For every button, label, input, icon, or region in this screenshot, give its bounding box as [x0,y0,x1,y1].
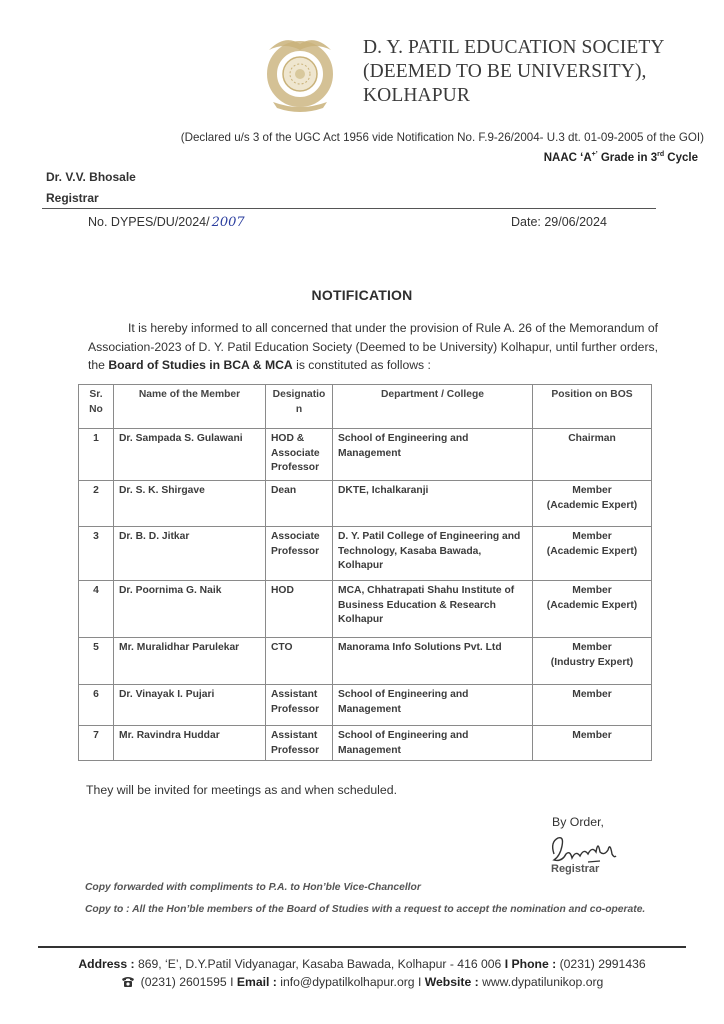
website-label: Website : [421,975,479,989]
sender-name: Dr. V.V. Bhosale [46,170,136,184]
cell-sr-no: 2 [79,481,114,527]
footer-address-line [0,957,724,971]
para-text-2: is constituted as follows : [292,358,431,372]
cell-member-name: Dr. Vinayak I. Pujari [114,685,266,726]
position-title: Member [572,531,612,542]
cell-sr-no: 4 [79,581,114,638]
reference-handwritten: 2007 [211,215,245,230]
university-name-line-1: D. Y. PATIL EDUCATION SOCIETY [363,37,665,58]
university-name [363,36,665,108]
document-date: Date: 29/06/2024 [511,215,607,229]
position-title: Member [572,730,612,741]
notification-paragraph [88,319,658,375]
table-row [79,481,652,527]
cell-department: MCA, Chhatrapati Shahu Institute of Business Education & Research Kolhapur [333,581,533,638]
cell-designation: Dean [266,481,333,527]
university-name-line-3: KOLHAPUR [363,85,470,106]
invite-note: They will be invited for meetings as and when scheduled. [86,783,398,797]
cell-department: DKTE, Ichalkaranji [333,481,533,527]
cell-designation: Assistant Professor [266,685,333,726]
reference-prefix: No. DYPES/DU/2024/ [88,215,210,229]
cell-member-name: Dr. Sampada S. Gulawani [114,429,266,481]
header-divider [42,208,656,209]
header-designation: Designatio n [266,385,333,429]
cell-sr-no: 3 [79,527,114,581]
cell-designation: Associate Professor [266,527,333,581]
registrar-signature [548,832,618,866]
email-label: Email : [233,975,277,989]
position-note: (Academic Expert) [546,545,638,557]
sender-title: Registrar [46,191,99,205]
cell-position [533,581,652,638]
cell-department: School of Engineering and Management [333,685,533,726]
header-name: Name of the Member [114,385,266,429]
notification-title: NOTIFICATION [311,287,413,303]
position-title: Member [572,585,612,596]
cell-designation: HOD & Associate Professor [266,429,333,481]
separator: I [504,957,509,971]
phone-number-1: (0231) 2991436 [556,957,646,971]
separator: I [230,975,234,989]
table-row [79,581,652,638]
naac-suffix: Cycle [664,151,698,164]
phone-number-2: (0231) 2601595 [140,975,231,989]
university-logo [257,28,343,114]
cell-member-name: Dr. Poornima G. Naik [114,581,266,638]
cell-designation: CTO [266,638,333,685]
naac-grade [544,151,698,164]
declaration-note: (Declared u/s 3 of the UGC Act 1956 vide Notification No. F.9-26/2004- U.3 dt. 01-09-2005 of the GOI) [180,131,704,144]
position-title: Member [572,642,612,653]
header-position: Position on BOS [533,385,652,429]
para-bold: Board of Studies in BCA & MCA [108,358,293,372]
table-row [79,429,652,481]
cell-member-name: Dr. B. D. Jitkar [114,527,266,581]
signatory-title: Registrar [551,863,600,875]
address-label: Address : [78,957,135,971]
website-value[interactable]: www.dypatilunikop.org [478,975,604,989]
cell-position [533,726,652,761]
cell-sr-no: 6 [79,685,114,726]
cell-sr-no: 1 [79,429,114,481]
footer-divider [38,946,686,948]
by-order: By Order, [552,815,604,829]
cell-designation: HOD [266,581,333,638]
email-value[interactable]: info@dypatilkolhapur.org [276,975,418,989]
cell-position [533,685,652,726]
reference-number [88,215,245,230]
cell-member-name: Mr. Muralidhar Parulekar [114,638,266,685]
naac-ordinal: rd [657,151,665,158]
phone-label: Phone : [508,957,557,971]
para-text-1: It is hereby informed to all concerned that under the provision of Rule A. 26 of the Memorandum of Association-2023 of D. Y. Patil Education Society (Deemed to be University) Kolhapur, until further orders, the [88,321,658,372]
cell-department: School of Engineering and Management [333,429,533,481]
separator: I [417,975,422,989]
table-row [79,527,652,581]
cell-sr-no: 5 [79,638,114,685]
cell-position [533,481,652,527]
cell-designation: Assistant Professor [266,726,333,761]
copy-forwarded: Copy forwarded with compliments to P.A. to Hon’ble Vice-Chancellor [85,882,421,893]
position-note: (Industry Expert) [550,656,634,668]
position-title: Member [572,689,612,700]
header-department: Department / College [333,385,533,429]
naac-prefix: NAAC ‘A [543,151,592,164]
position-note: (Academic Expert) [546,499,638,511]
table-row [79,726,652,761]
cell-department: D. Y. Patil College of Engineering and Technology, Kasaba Bawada, Kolhapur [333,527,533,581]
position-note: (Academic Expert) [546,599,638,611]
board-of-studies-table [78,384,652,761]
naac-mid: Grade in 3 [597,151,658,164]
naac-sup: +’ [591,151,598,158]
university-name-line-2: (DEEMED TO BE UNIVERSITY), [363,61,647,82]
header-sr-no: Sr. No [79,385,114,429]
cell-member-name: Mr. Ravindra Huddar [114,726,266,761]
cell-position [533,638,652,685]
cell-member-name: Dr. S. K. Shirgave [114,481,266,527]
table-row [79,638,652,685]
cell-position [533,527,652,581]
address-value: 869, ‘E’, D.Y.Patil Vidyanagar, Kasaba Bawada, Kolhapur - 416 006 [134,957,505,971]
table-header-row [79,385,652,429]
cell-position [533,429,652,481]
footer-contact-line [0,975,724,989]
telephone-icon [121,976,135,987]
table-row [79,685,652,726]
position-title: Member [572,485,612,496]
copy-to: Copy to : All the Hon’ble members of the Board of Studies with a request to accept the nomination and co-operate. [85,904,646,915]
position-title: Chairman [568,433,616,444]
cell-department: School of Engineering and Management [333,726,533,761]
cell-sr-no: 7 [79,726,114,761]
cell-department: Manorama Info Solutions Pvt. Ltd [333,638,533,685]
